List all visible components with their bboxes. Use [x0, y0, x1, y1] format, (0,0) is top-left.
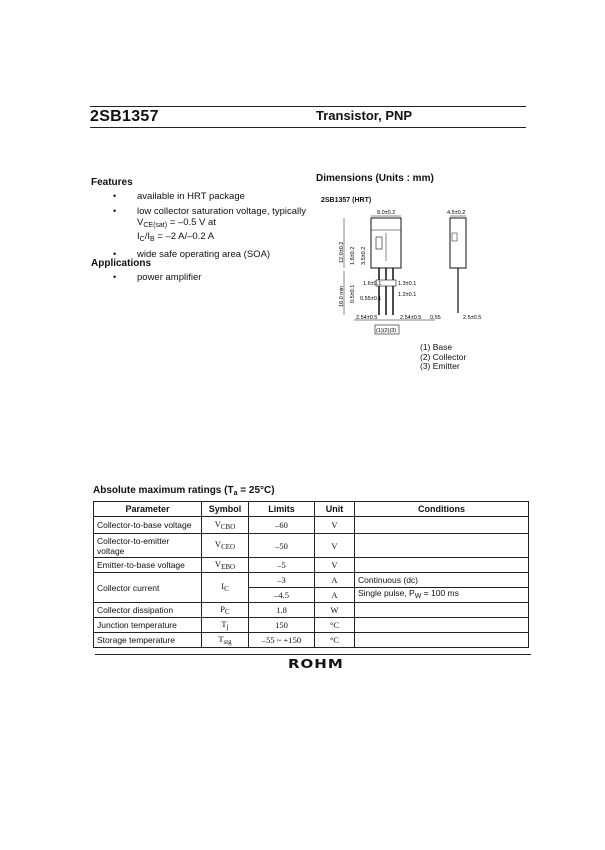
column-header: Limits	[249, 502, 315, 517]
dim-label-c: 0.5±0.1	[350, 284, 356, 303]
conditions-cell: Single pulse, $P_W = 100$ ms	[355, 588, 529, 603]
dim-label-d: 1.6±0.1	[363, 281, 382, 287]
limit-cell: 1.8	[249, 603, 315, 618]
unit-cell: A	[315, 588, 355, 603]
symbol-cell: $V_{CEO}$	[202, 534, 249, 558]
unit-cell: °C	[315, 633, 355, 648]
unit-cell: V	[315, 517, 355, 534]
package-drawing	[330, 205, 490, 340]
limit-cell: –3	[249, 573, 315, 588]
table-row	[94, 558, 529, 573]
column-header: Unit	[315, 502, 355, 517]
applications-heading: Applications	[91, 258, 152, 269]
part-number: 2SB1357	[90, 108, 159, 125]
symbol-cell: $I_C$	[202, 573, 249, 603]
param-cell: Collector-to-emitter voltage	[94, 534, 202, 558]
limit-cell: –4.5	[249, 588, 315, 603]
dim-label-b: 3.5±0.2	[361, 246, 367, 265]
unit-cell: V	[315, 558, 355, 573]
param-cell: Collector current	[94, 573, 202, 603]
conditions-cell	[355, 558, 529, 573]
legend-item: (1) Base	[420, 342, 453, 352]
footer-rule	[95, 654, 531, 655]
ratings-table	[93, 501, 529, 648]
dim-label-f: 1.2±0.1	[398, 292, 417, 298]
application-item: • power amplifier	[113, 272, 313, 283]
table-row	[94, 534, 529, 558]
pin-legend	[420, 343, 466, 372]
legend-item: (2) Collector	[420, 351, 467, 362]
symbol-cell: $V_{CBO}$	[202, 517, 249, 534]
dim-label-h: 0.55	[430, 315, 441, 321]
feature-item: • low collector saturation voltage, typically $V_{CE(sat)} = -0.5$ V at $I_C/I_B = -2$ A/–0.2 A	[113, 206, 313, 245]
column-header: Symbol	[202, 502, 249, 517]
column-header: Parameter	[94, 502, 202, 517]
applications-list	[113, 272, 313, 283]
conditions-cell	[355, 618, 529, 633]
dim-label-height: 12.0±0.2	[339, 241, 345, 263]
conditions-cell	[355, 633, 529, 648]
limit-cell: –50	[249, 534, 315, 558]
dim-label-i: 2.5±0.5	[463, 315, 482, 321]
legend-item: (3) Emitter	[420, 361, 460, 371]
table-header-row	[94, 502, 529, 517]
conditions-cell	[355, 517, 529, 534]
param-cell: Emitter-to-base voltage	[94, 558, 202, 573]
feature-item: • available in HRT package	[113, 191, 313, 202]
conditions-cell	[355, 603, 529, 618]
package-hole	[376, 237, 382, 249]
param-cell: Storage temperature	[94, 633, 202, 648]
conditions-cell: Continuous (dc)	[355, 573, 529, 588]
dim-label-a: 1.6±0.2	[350, 246, 356, 265]
symbol-cell: $T_j$	[202, 618, 249, 633]
part-type: Transistor, PNP	[316, 108, 413, 123]
param-cell: Collector-to-base voltage	[94, 517, 202, 534]
package-side-tab	[452, 233, 457, 241]
feature-item: • wide safe operating area (SOA)	[113, 249, 313, 260]
limit-cell: 150	[249, 618, 315, 633]
table-row	[94, 633, 529, 648]
param-cell: Collector dissipation	[94, 603, 202, 618]
header-underline	[90, 127, 526, 128]
limit-cell: –60	[249, 517, 315, 534]
dim-label-g: 0.55±0.1	[360, 296, 382, 302]
table-row	[94, 618, 529, 633]
table-row	[94, 603, 529, 618]
table-row	[94, 517, 529, 534]
dim-label-pitch2: 2.54±0.5	[400, 315, 422, 321]
pin-labels: (1)(2)(3)	[376, 328, 397, 334]
symbol-cell: $T_{stg}$	[202, 633, 249, 648]
limit-cell: –5	[249, 558, 315, 573]
table-row	[94, 573, 529, 588]
dim-label-width-top: 8.0±0.2	[377, 210, 396, 216]
package-body-side	[450, 218, 466, 268]
header-rule	[90, 106, 526, 107]
rohm-logo: ROHM	[288, 656, 344, 672]
column-header: Conditions	[355, 502, 529, 517]
features-list	[113, 191, 313, 260]
unit-cell: A	[315, 573, 355, 588]
unit-cell: V	[315, 534, 355, 558]
dim-label-lead-len: 16.0 min	[339, 285, 345, 307]
dim-label-pitch1: 2.54±0.5	[356, 315, 378, 321]
ratings-heading: Absolute maximum ratings $(T_a = 25^\circ C)$	[93, 485, 275, 497]
dim-label-e: 1.3±0.1	[398, 281, 417, 287]
conditions-cell	[355, 534, 529, 558]
unit-cell: W	[315, 603, 355, 618]
dimensions-heading: Dimensions (Units : mm)	[316, 173, 434, 184]
param-cell: Junction temperature	[94, 618, 202, 633]
limit-cell: –55 ~ +150	[249, 633, 315, 648]
package-label: 2SB1357 (HRT)	[321, 197, 372, 204]
unit-cell: °C	[315, 618, 355, 633]
symbol-cell: $V_{EBO}$	[202, 558, 249, 573]
symbol-cell: $P_C$	[202, 603, 249, 618]
features-heading: Features	[91, 177, 133, 188]
dim-label-side-width: 4.5±0.2	[447, 210, 466, 216]
